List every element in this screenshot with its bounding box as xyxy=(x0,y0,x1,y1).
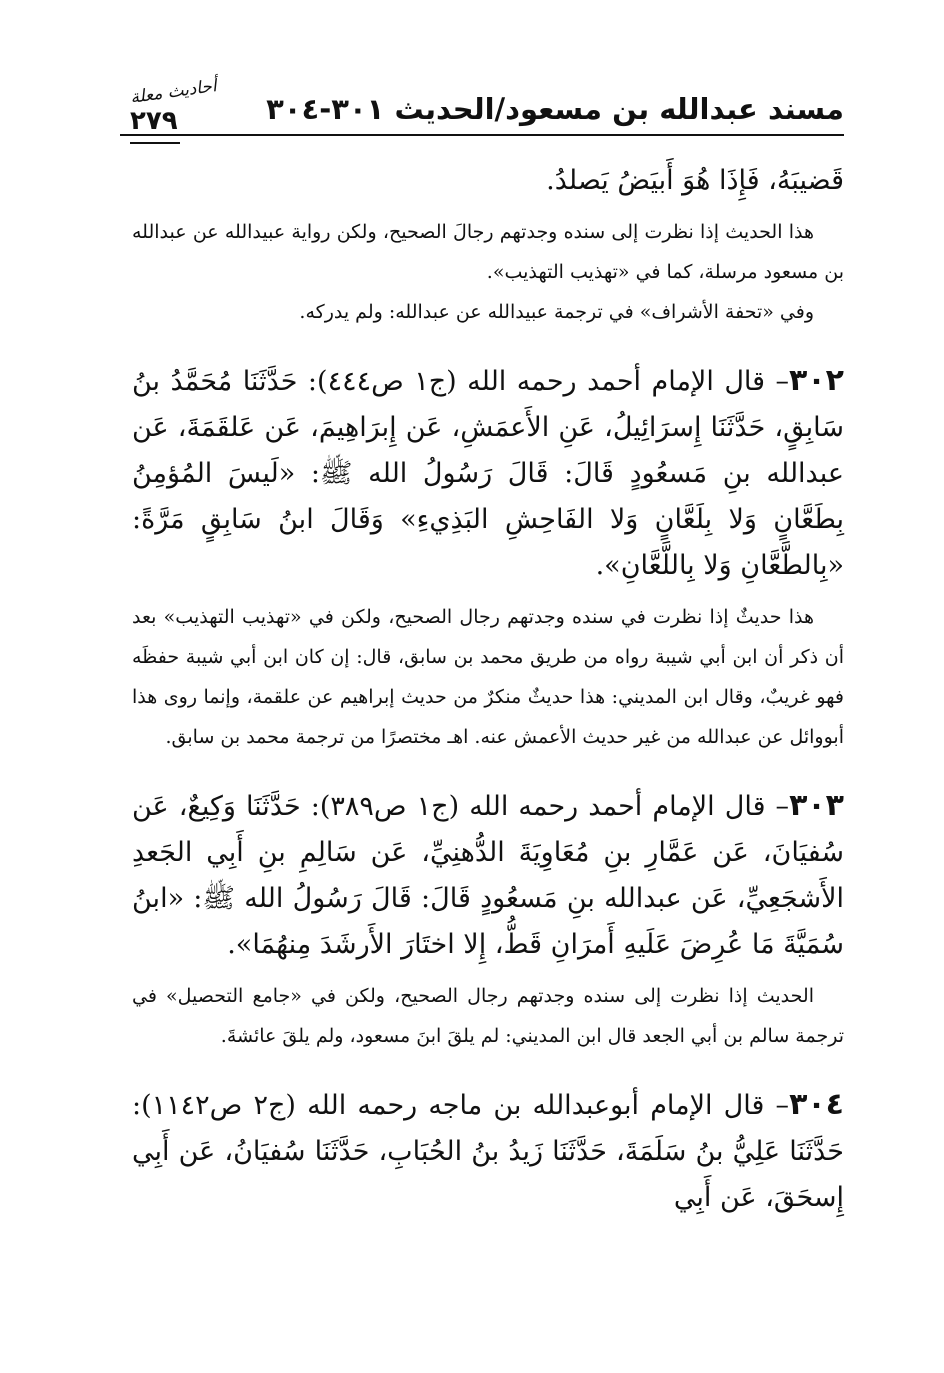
hadith-304 xyxy=(132,1082,844,1221)
header-rule xyxy=(120,134,844,136)
commentary-301-note: وفي «تحفة الأشراف» في ترجمة عبيدالله عن عبدالله: ولم يدركه. xyxy=(299,301,814,323)
hadith-text: – قال الإمام أبوعبدالله بن ماجه رحمه الله (ج٢ ص١١٤٢): حَدَّثَنَا عَلِيُّ بنُ سَلَمَةَ، حَدَّثَنَا زَيدُ بنُ الحُبَابِ، حَدَّثَنَا سُفيَانُ، عَن أَبِي إِسحَقَ، عَن أَبِي xyxy=(132,1090,844,1213)
commentary-301: هذا الحديث إذا نظرت إلى سنده وجدتهم رجالَ الصحيح، ولكن رواية عبيدالله عن عبدالله بن مسعود مرسلة، كما في «تهذيب التهذيب». xyxy=(132,221,844,283)
page-number: ٢٧٩ xyxy=(130,106,178,136)
running-title: مسند عبدالله بن مسعود/الحديث ٣٠١-٣٠٤ xyxy=(266,92,844,126)
hadith-number: ٣٠٣ xyxy=(789,788,844,823)
hadith-303 xyxy=(132,783,844,968)
hadith-number: ٣٠٢ xyxy=(789,363,844,398)
hadith-text: – قال الإمام أحمد رحمه الله (ج١ ص٣٨٩): حَدَّثَنَا وَكِيعٌ، عَن سُفيَانَ، عَن عَمَّارِ بنِ مُعَاوِيَةَ الدُّهنِيِّ، عَن سَالِمِ بنِ أَبِي الجَعدِ الأَشجَعِيِّ، عَن عبدالله بنِ مَسعُودٍ قَالَ: قَالَ رَسُولُ الله ﷺ: «ابنُ سُمَيَّةَ مَا عُرِضَ عَلَيهِ أَمرَانِ قَطُّ، إِلا اختَارَ الأَرشَدَ مِنهُمَا». xyxy=(132,791,844,960)
page-header xyxy=(120,70,844,140)
hadith-302 xyxy=(132,358,844,589)
commentary-302: هذا حديثٌ إذا نظرت في سنده وجدتهم رجال الصحيح، ولكن في «تهذيب التهذيب» بعد أن ذكر أن ابن أبي شيبة رواه من طريق محمد بن سابق، قال: إن كان ابن أبي شيبة حفظَه فهو غريبٌ، وقال ابن المديني: هذا حديثٌ منكرٌ من حديث إبراهيم عن علقمة، وإنما روى هذا أبووائل عن عبدالله من غير حديث الأعمش عنه. اهـ مختصرًا من ترجمة محمد بن سابق. xyxy=(132,606,844,748)
page-body xyxy=(132,158,844,1221)
hadith-number: ٣٠٤ xyxy=(789,1087,844,1122)
page-number-underline xyxy=(130,142,180,144)
hadith-301-ending: قَضيبَهُ، فَإِذَا هُوَ أَبيَضُ يَصلدُ. xyxy=(546,165,844,196)
hadith-text: – قال الإمام أحمد رحمه الله (ج١ ص٤٤٤): حَدَّثَنَا مُحَمَّدُ بنُ سَابِقٍ، حَدَّثَنَا إِسرَائِيلُ، عَنِ الأَعمَشِ، عَن إِبرَاهِيمَ، عَن عَلقَمَةَ، عَن عبدالله بنِ مَسعُودٍ قَالَ: قَالَ رَسُولُ الله ﷺ: «لَيسَ المُؤمِنُ بِطَعَّانٍ وَلا بِلَعَّانٍ وَلا الفَاحِشِ البَذِيءِ» وَقَالَ ابنُ سَابِقٍ مَرَّةً: «بِالطَّعَّانِ وَلا بِاللَّعَّانِ». xyxy=(132,366,844,581)
commentary-303: الحديث إذا نظرت إلى سنده وجدتهم رجال الصحيح، ولكن في «جامع التحصيل» في ترجمة سالم بن أبي الجعد قال ابن المديني: لم يلقَ ابنَ مسعود، ولم يلقَ عائشةَ. xyxy=(132,985,844,1047)
handwritten-note: أحاديث معلة xyxy=(129,76,218,108)
